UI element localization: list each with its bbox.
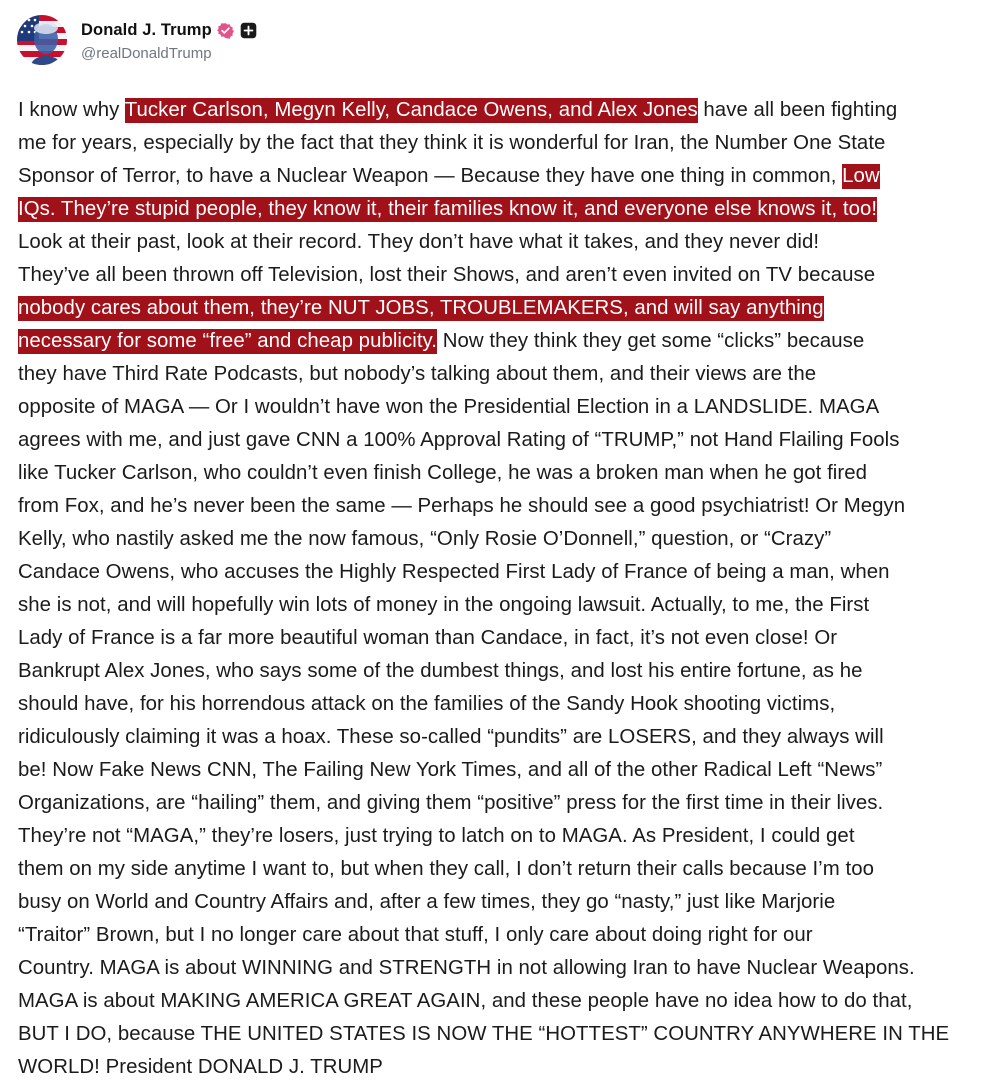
post-text-segment: me for years, especially by the fact that they think it is wonderful for Iran, the Number One State bbox=[18, 132, 886, 154]
post-text-segment: like Tucker Carlson, who couldn’t even finish College, he was a broken man when he got fired bbox=[18, 462, 868, 484]
post-text-line bbox=[18, 952, 990, 985]
verified-badge-icon bbox=[217, 22, 234, 39]
post-text-segment: them on my side anytime I want to, but when they call, I don’t return their calls because I’m too bbox=[18, 858, 875, 880]
post-text-segment: “Traitor” Brown, but I no longer care about that stuff, I only care about doing right for our bbox=[18, 924, 813, 946]
post-text-segment: I know why bbox=[18, 99, 125, 121]
post-text-line bbox=[18, 160, 990, 193]
author-block bbox=[81, 19, 257, 62]
post-text-line bbox=[18, 820, 990, 853]
post-text-line bbox=[18, 127, 990, 160]
post-text-line bbox=[18, 589, 990, 622]
post-text-line bbox=[18, 622, 990, 655]
post-text-segment: from Fox, and he’s never been the same — Perhaps he should see a good psychiatrist! Or Megyn bbox=[18, 495, 906, 517]
post-text-segment: Sponsor of Terror, to have a Nuclear Weapon — Because they have one thing in common, bbox=[18, 165, 843, 187]
post-text-line bbox=[18, 853, 990, 886]
plus-icon[interactable] bbox=[240, 22, 257, 39]
post-text-segment: Organizations, are “hailing” them, and giving them “positive” press for the first time in their lives. bbox=[18, 792, 884, 814]
avatar[interactable] bbox=[17, 15, 67, 65]
post-text-line bbox=[18, 1051, 990, 1084]
post-text-line bbox=[18, 655, 990, 688]
post-text-line bbox=[18, 523, 990, 556]
post-text-segment: be! Now Fake News CNN, The Failing New York Times, and all of the other Radical Left “News” bbox=[18, 759, 883, 781]
post-text-segment: Now they think they get some “clicks” because bbox=[437, 330, 865, 352]
post-text-segment: Candace Owens, who accuses the Highly Respected First Lady of France of being a man, when bbox=[18, 561, 890, 583]
author-name-line bbox=[81, 19, 257, 43]
post-text-line bbox=[18, 688, 990, 721]
post-text-line bbox=[18, 886, 990, 919]
post-text-segment: have all been fighting bbox=[697, 99, 898, 121]
post-text-segment: she is not, and will hopefully win lots of money in the ongoing lawsuit. Actually, to me, the First bbox=[18, 594, 870, 616]
highlighted-text: Low bbox=[842, 165, 880, 187]
author-display-name[interactable]: Donald J. Trump bbox=[81, 21, 212, 39]
post-text-line bbox=[18, 358, 990, 391]
highlighted-text: Tucker Carlson, Megyn Kelly, Candace Owens, and Alex Jones bbox=[124, 99, 698, 121]
post-text-line bbox=[18, 259, 990, 292]
post-text-segment: they have Third Rate Podcasts, but nobody’s talking about them, and their views are the bbox=[18, 363, 817, 385]
post-text-line bbox=[18, 325, 990, 358]
post-text-segment: ridiculously claiming it was a hoax. These so-called “pundits” are LOSERS, and they always will bbox=[18, 726, 884, 748]
post-body-text bbox=[18, 94, 990, 1084]
post-text-line bbox=[18, 424, 990, 457]
post-text-segment: Lady of France is a far more beautiful woman than Candace, in fact, it’s not even close! Or bbox=[18, 627, 838, 649]
highlighted-text: necessary for some “free” and cheap publicity. bbox=[18, 330, 437, 352]
post-text-line bbox=[18, 391, 990, 424]
post-text-segment: busy on World and Country Affairs and, after a few times, they go “nasty,” just like Marjorie bbox=[18, 891, 836, 913]
avatar-flag-portrait-icon bbox=[17, 15, 67, 65]
post-text-segment: Kelly, who nastily asked me the now famous, “Only Rosie O’Donnell,” question, or “Crazy” bbox=[18, 528, 832, 550]
highlighted-text: IQs. They’re stupid people, they know it, their families know it, and everyone else knows it, too! bbox=[18, 198, 878, 220]
post-text-segment: MAGA is about MAKING AMERICA GREAT AGAIN, and these people have no idea how to do that, bbox=[18, 990, 913, 1012]
post-text-line bbox=[18, 490, 990, 523]
post-text-segment: agrees with me, and just gave CNN a 100% Approval Rating of “TRUMP,” not Hand Flailing Fools bbox=[18, 429, 900, 451]
post-text-line bbox=[18, 754, 990, 787]
post-text-line bbox=[18, 457, 990, 490]
post-text-line bbox=[18, 919, 990, 952]
highlighted-text: nobody cares about them, they’re NUT JOBS, TROUBLEMAKERS, and will say anything bbox=[18, 297, 824, 319]
post-text-line bbox=[18, 556, 990, 589]
post-text-segment: They’re not “MAGA,” they’re losers, just trying to latch on to MAGA. As President, I could get bbox=[18, 825, 855, 847]
post-text-segment: WORLD! President DONALD J. TRUMP bbox=[18, 1056, 383, 1078]
post-text-line bbox=[18, 1018, 990, 1051]
post-text-segment: Bankrupt Alex Jones, who says some of the dumbest things, and lost his entire fortune, as he bbox=[18, 660, 863, 682]
post-text-segment: should have, for his horrendous attack on the families of the Sandy Hook shooting victims, bbox=[18, 693, 836, 715]
post-text-line bbox=[18, 721, 990, 754]
post-text-segment: Country. MAGA is about WINNING and STRENGTH in not allowing Iran to have Nuclear Weapons. bbox=[18, 957, 915, 979]
post-text-segment: They’ve all been thrown off Television, lost their Shows, and aren’t even invited on TV because bbox=[18, 264, 876, 286]
post-header bbox=[17, 14, 257, 66]
post-text-line bbox=[18, 292, 990, 325]
post-text-line bbox=[18, 226, 990, 259]
post-text-line bbox=[18, 94, 990, 127]
post-text-line bbox=[18, 193, 990, 226]
post-text-segment: opposite of MAGA — Or I wouldn’t have won the Presidential Election in a LANDSLIDE. MAGA bbox=[18, 396, 880, 418]
post-text-segment: BUT I DO, because THE UNITED STATES IS NOW THE “HOTTEST” COUNTRY ANYWHERE IN THE bbox=[18, 1023, 950, 1045]
post-text-line bbox=[18, 787, 990, 820]
post-text-segment: Look at their past, look at their record. They don’t have what it takes, and they never did! bbox=[18, 231, 820, 253]
author-handle[interactable]: @realDonaldTrump bbox=[81, 44, 212, 62]
post-text-line bbox=[18, 985, 990, 1018]
